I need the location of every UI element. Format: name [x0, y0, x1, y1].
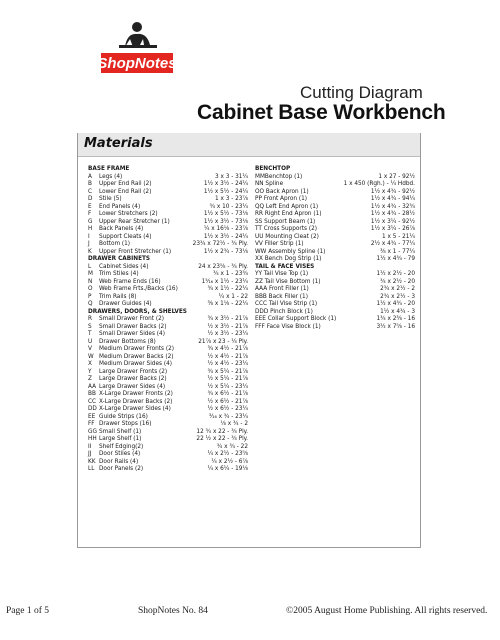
part-letter: T	[88, 329, 92, 337]
part-name: Drawer Bottoms (8)	[99, 336, 156, 345]
part-dimensions: ⅜ x 1 - 77¼	[380, 246, 415, 255]
part-name: PP Front Apron (1)	[255, 194, 307, 202]
part-letter: HH	[88, 434, 97, 442]
part-dimensions: 1½ x 2½ - 20	[376, 269, 415, 277]
part-name: End Panels (4)	[99, 201, 141, 210]
part-name: Door Panels (2)	[99, 464, 144, 472]
part-dimensions: ¼ x 1 - 22	[218, 291, 248, 300]
part-name: X-Large Drawer Fronts (2)	[99, 389, 173, 397]
part-name: CCC Tail Vise Strip (1)	[255, 299, 318, 307]
part-dimensions: 21⅞ x 23 - ¼ Ply.	[198, 336, 248, 345]
section-title: BENCHTOP	[255, 164, 291, 172]
footer-issue: ShopNotes No. 84	[138, 606, 208, 616]
part-dimensions: ½ x 5¼ - 23¼	[207, 381, 248, 390]
part-dimensions: 23¾ x 72½ - ¾ Ply.	[192, 239, 248, 247]
part-name: UU Mounting Cleat (2)	[255, 231, 319, 240]
part-dimensions: ½ x 5¼ - 21⅞	[207, 374, 248, 382]
part-dimensions: 3 x 3 - 31¼	[215, 171, 248, 180]
part-letter: AA	[88, 381, 97, 390]
part-dimensions: 1 x 450 (Rgh.) - ¼ Hdbd.	[343, 179, 415, 187]
material-row	[255, 323, 415, 331]
part-letter: Z	[88, 374, 92, 382]
part-name: Guide Strips (16)	[99, 411, 148, 420]
part-letter: J	[88, 239, 90, 247]
materials-left-column	[88, 165, 248, 473]
part-name: Back Panels (4)	[99, 224, 144, 232]
part-name: XX Bench Dog Strip (1)	[255, 254, 322, 262]
material-row	[255, 255, 415, 263]
part-name: Door Rails (4)	[99, 456, 139, 465]
part-name: SS Support Beam (1)	[255, 216, 316, 225]
part-dimensions: 12 ¾ x 22 - ¾ Ply.	[196, 426, 248, 435]
part-dimensions: 2¾ x 2½ - 3	[380, 291, 415, 300]
section-title: DRAWER CABINETS	[88, 254, 151, 262]
part-name: DDD Pinch Block (1)	[255, 306, 313, 315]
part-letter: P	[88, 291, 92, 300]
part-letter: S	[88, 321, 92, 330]
part-dimensions: 1½ x 4¾ - 94¼	[370, 194, 415, 202]
part-dimensions: 1½ x 5½ - 73⅛	[203, 209, 248, 217]
section-title: DRAWERS, DOORS, & SHELVES	[88, 306, 187, 315]
part-dimensions: ½ x 6½ - 23¼	[207, 404, 248, 412]
section-title: TAIL & FACE VISES	[255, 261, 315, 270]
part-dimensions: 1⁵⁄₁₆ x 1½ - 23¼	[201, 276, 248, 285]
part-name: Small Drawer Sides (4)	[99, 329, 165, 337]
part-dimensions: ¾ x 3½ - 21⅞	[207, 314, 248, 322]
part-dimensions: 1¾ x 2⅜ - 16	[376, 314, 415, 322]
part-dimensions: ½ x 3½ - 23¼	[207, 329, 248, 337]
part-name: Large Shelf (1)	[99, 434, 142, 442]
part-letter: I	[88, 231, 90, 240]
part-dimensions: ¾ x 10 - 23¼	[209, 201, 248, 210]
part-dimensions: 1 x 27 - 92½	[378, 171, 415, 180]
part-letter: L	[88, 261, 92, 270]
footer-copyright: ©2005 August Home Publishing. All rights reserved.	[286, 606, 488, 616]
part-name: AAA Front Filler (1)	[255, 284, 309, 292]
shopnotes-logo-image	[97, 17, 177, 77]
page-title: Cabinet Base Workbench	[197, 101, 446, 124]
part-letter: BB	[88, 389, 96, 397]
part-dimensions: ¾ x 5¼ - 21⅞	[207, 366, 248, 375]
part-name: Medium Drawer Fronts (2)	[99, 344, 175, 352]
part-letter: O	[88, 284, 93, 292]
part-name: MMBenchtop (1)	[255, 171, 303, 180]
part-dimensions: ¼ x 2½ - 6⅞	[211, 456, 248, 465]
part-letter: C	[88, 186, 93, 195]
material-row	[88, 465, 248, 473]
part-dimensions: ³⁄₁₆ x ¾ - 23¼	[208, 411, 248, 420]
part-dimensions: ¾ x 6½ - 21⅞	[207, 389, 248, 397]
part-letter: CC	[88, 396, 97, 405]
part-dimensions: 1 x 3 - 23⅞	[215, 194, 248, 202]
part-dimensions: ¾ x 2½ - 20	[380, 276, 415, 285]
materials-header-bar	[78, 133, 420, 157]
part-letter: DD	[88, 404, 97, 412]
part-dimensions: ½ x 3½ - 21⅞	[207, 321, 248, 330]
part-dimensions: 2¾ x 2½ - 2	[380, 284, 415, 292]
part-letter: LL	[88, 464, 95, 472]
part-letter: N	[88, 276, 93, 285]
part-name: NN Spline	[255, 179, 284, 187]
part-letter: Y	[88, 366, 92, 375]
part-name: WW Assembly Spline (1)	[255, 246, 326, 255]
part-dimensions: 22 ½ x 22 - ¾ Ply.	[196, 434, 248, 442]
part-dimensions: 1½ x 3½ - 24¼	[203, 231, 248, 240]
part-dimensions: 1½ x 4¾ - 79	[376, 254, 415, 262]
part-dimensions: 1½ x 2¾ - 73⅛	[203, 246, 248, 255]
part-letter: EE	[88, 411, 96, 420]
part-letter: H	[88, 224, 93, 232]
part-dimensions: 1½ x 4¾ - 28½	[370, 209, 415, 217]
part-letter: Q	[88, 299, 93, 307]
part-dimensions: 2½ x 4¾ - 77¼	[370, 239, 415, 247]
part-name: Upper Rear Stretcher (1)	[99, 216, 170, 225]
part-name: OO Back Apron (1)	[255, 186, 309, 195]
materials-panel	[77, 133, 421, 548]
part-name: Drawer Guides (4)	[99, 299, 152, 307]
part-name: FFF Face Vise Block (1)	[255, 321, 321, 330]
part-dimensions: ¾ x 1 - 23¾	[213, 269, 248, 277]
part-name: X-Large Drawer Backs (2)	[99, 396, 173, 405]
part-letter: F	[88, 209, 92, 217]
page-footer	[0, 606, 500, 626]
part-letter: KK	[88, 456, 96, 465]
part-name: Small Shelf (1)	[99, 426, 142, 435]
part-letter: B	[88, 179, 92, 187]
part-name: YY Tail Vise Top (1)	[255, 269, 309, 277]
part-name: Small Drawer Backs (2)	[99, 321, 167, 330]
part-name: Drawer Stops (16)	[99, 419, 152, 427]
part-name: Bottom (1)	[99, 239, 131, 247]
part-dimensions: ½ x 4½ - 23¼	[207, 359, 248, 367]
part-name: Web Frame Frts./Backs (16)	[99, 284, 178, 292]
part-name: EEE Collar Support Block (1)	[255, 314, 337, 322]
part-letter: FF	[88, 419, 95, 427]
part-name: Legs (4)	[99, 171, 123, 180]
materials-heading: Materials	[84, 136, 153, 151]
part-dimensions: 1½ x 5½ - 24¼	[203, 186, 248, 195]
part-name: Cabinet Sides (4)	[99, 261, 149, 270]
part-name: Large Drawer Backs (2)	[99, 374, 167, 382]
part-name: Trim Stiles (4)	[99, 269, 139, 277]
part-dimensions: ½ x 4½ - 21⅞	[207, 351, 248, 360]
part-name: Medium Drawer Sides (4)	[99, 359, 172, 367]
part-name: Stile (5)	[99, 194, 122, 202]
part-letter: II	[88, 441, 92, 450]
shopnotes-logo	[97, 17, 177, 77]
part-letter: W	[88, 351, 94, 360]
part-dimensions: 1½ x 3¼ - 92½	[370, 216, 415, 225]
materials-right-column	[255, 165, 415, 330]
part-name: Medium Drawer Backs (2)	[99, 351, 174, 360]
part-dimensions: 1½ x 4¾ - 32¾	[370, 201, 415, 210]
part-letter: G	[88, 216, 93, 225]
part-name: Upper End Rail (2)	[99, 179, 152, 187]
page-subtitle: Cutting Diagram	[300, 83, 423, 102]
part-dimensions: 1 x 5 - 21¼	[382, 231, 415, 240]
part-name: RR Right End Apron (1)	[255, 209, 322, 217]
part-dimensions: ½ x 6½ - 21⅞	[207, 396, 248, 405]
part-dimensions: 1½ x 4¾ - 20	[376, 299, 415, 307]
part-name: Small Drawer Front (2)	[99, 314, 164, 322]
part-dimensions: 3½ x 7⅝ - 16	[376, 321, 415, 330]
part-dimensions: ¾ x ¾ - 22	[216, 441, 248, 450]
part-dimensions: 1½ x 4¾ - 3	[380, 306, 415, 315]
part-name: Shelf Edging(2)	[99, 441, 144, 450]
part-name: Lower End Rail (2)	[99, 186, 152, 195]
part-letter: E	[88, 201, 92, 210]
part-dimensions: 1½ x 3¼ - 26⅞	[370, 224, 415, 232]
part-dimensions: ⅜ x 1⅛ - 22¼	[207, 299, 248, 307]
part-letter: X	[88, 359, 92, 367]
part-dimensions: ¾ x 1½ - 22¼	[207, 284, 248, 292]
part-letter: K	[88, 246, 92, 255]
part-dimensions: 1½ x 3½ - 24¼	[203, 179, 248, 187]
part-letter: M	[88, 269, 93, 277]
part-dimensions: ¼ x 6¼ - 19⅛	[207, 464, 248, 472]
part-letter: D	[88, 194, 93, 202]
part-dimensions: ¼ x 16⅛ - 23⅞	[203, 224, 248, 232]
material-row	[88, 248, 248, 256]
part-dimensions: 1½ x 4¾ - 92½	[370, 186, 415, 195]
part-name: Lower Stretchers (2)	[99, 209, 158, 217]
logo-wordmark: ShopNotes	[97, 55, 177, 72]
part-name: ZZ Tail Vise Bottom (1)	[255, 276, 321, 285]
part-name: TT Cross Supports (2)	[255, 224, 317, 232]
part-name: QQ Left End Apron (1)	[255, 201, 319, 210]
part-name: Door Stiles (4)	[99, 449, 141, 457]
part-dimensions: ¼ x 2½ - 23⅝	[207, 449, 248, 457]
part-letter: A	[88, 171, 92, 180]
part-letter: JJ	[88, 449, 92, 457]
part-dimensions: 24 x 23⅝ - ¾ Ply.	[198, 261, 248, 270]
part-name: Trim Rails (8)	[99, 291, 137, 300]
part-letter: R	[88, 314, 92, 322]
part-letter: GG	[88, 426, 97, 435]
part-name: BBB Back Filler (1)	[255, 291, 308, 300]
part-name: Web Frame Ends (16)	[99, 276, 161, 285]
part-name: X-Large Drawer Sides (4)	[99, 404, 171, 412]
part-name: VV Filler Strip (1)	[255, 239, 304, 247]
material-row	[88, 300, 248, 308]
part-dimensions: ¾ x 4½ - 21⅞	[207, 344, 248, 352]
part-letter: V	[88, 344, 92, 352]
part-name: Support Cleats (4)	[99, 231, 152, 240]
part-name: Large Drawer Fronts (2)	[99, 366, 168, 375]
part-name: Large Drawer Sides (4)	[99, 381, 166, 390]
part-name: Upper Front Stretcher (1)	[99, 246, 172, 255]
part-dimensions: 1½ x 3½ - 73⅛	[203, 216, 248, 225]
section-title: BASE FRAME	[88, 164, 130, 172]
part-dimensions: ⅛ x ¾ - 2	[220, 419, 248, 427]
part-letter: U	[88, 336, 93, 345]
footer-page-number: Page 1 of 5	[6, 606, 50, 616]
